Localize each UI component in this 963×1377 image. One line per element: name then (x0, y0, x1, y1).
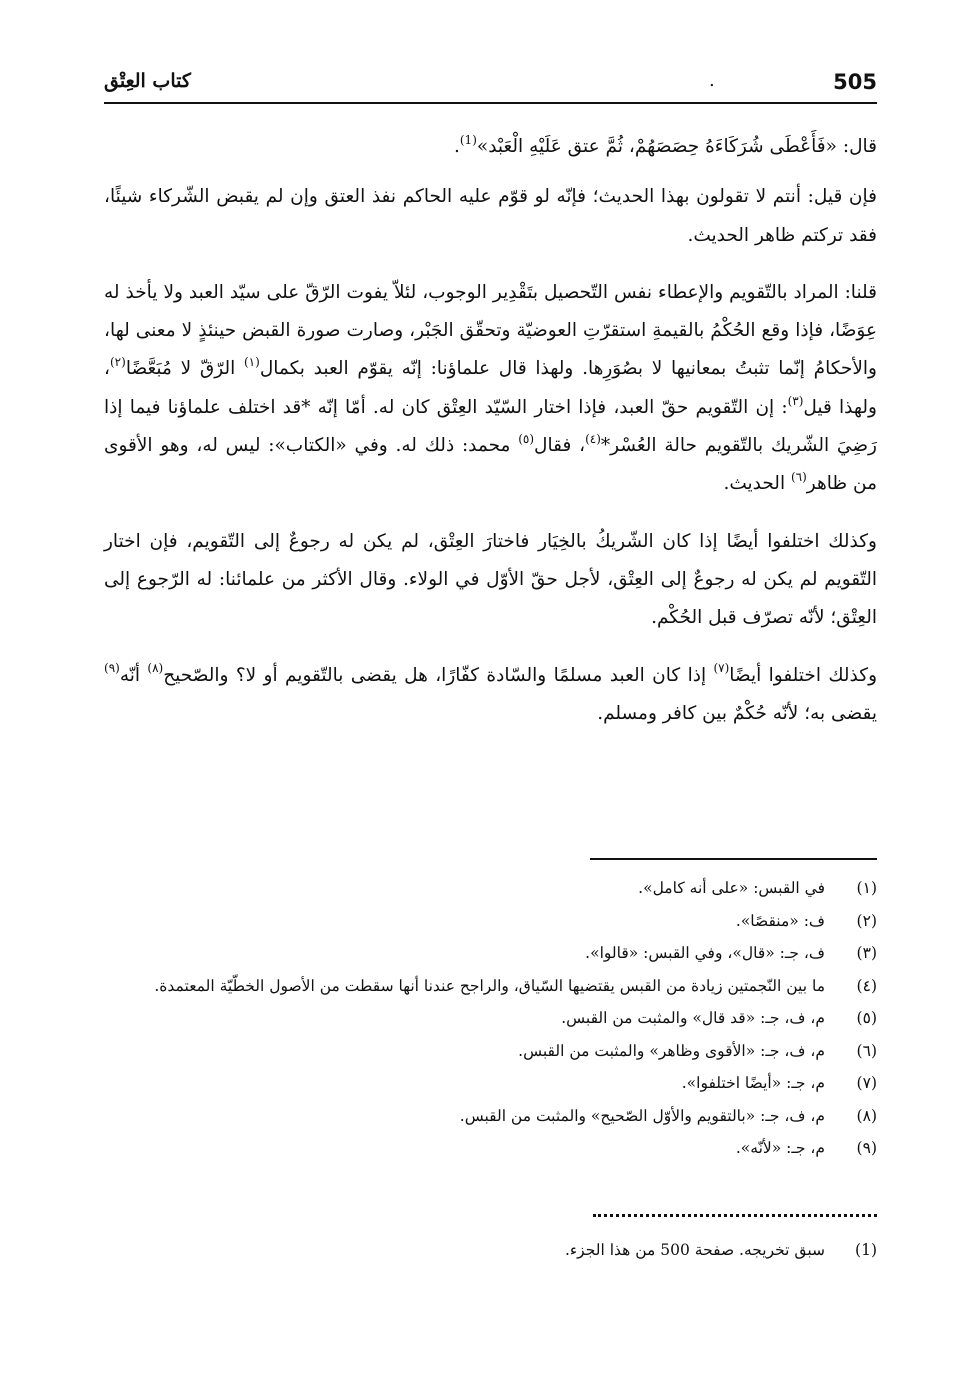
paragraph-4: وكذلك اختلفوا أيضًا إذا كان الشّريكُ بالخِيَار فاختارَ العِتْق، لم يكن له رجوعٌ إلى التّقويم، فإن اختار التّقويم لم يكن له رجوعٌ إلى العِتْق، لأجل حقّ الأوّل في الولاء. وقال الأكثر من علمائنا: له الرّجوع إلى العِتْق؛ لأنّه تصرّف قبل الحُكْم. (104, 530, 877, 629)
footnote-ref-9: (٩) (104, 661, 120, 676)
main-text (104, 128, 877, 752)
header-rule (104, 102, 877, 104)
footnote-ref-5: (٥) (518, 431, 535, 446)
footnote-item (104, 970, 877, 1003)
takhrij-text: سبق تخريجه. صفحة 500 من هذا الجزء. (564, 1241, 825, 1259)
footnote-item (104, 1067, 877, 1100)
takhrij-ref-1: (1) (459, 132, 477, 147)
header-separator: . (709, 70, 715, 91)
footnote-ref-1: (١) (243, 355, 260, 370)
takhrij-rule (593, 1214, 877, 1217)
paragraph-3-part-4: : إن التّقويم حقّ العبد، فإذا اختار السّيّد العِتْق كان له. أمّا إنّه *قد اختلف علماؤنا فيما إذا رَضِيَ الشّريك بالتّقويم حالة العُسْر* (104, 396, 877, 457)
footnote-ref-2: (٢) (109, 355, 126, 370)
footnote-item (104, 1132, 877, 1165)
paragraph-3-part-5: ، فقال (534, 435, 586, 457)
footnote-item (104, 1035, 877, 1068)
footnote-text: ف، جـ: «قال»، وفي القبس: «قالوا». (585, 944, 825, 962)
footnote-text: ما بين النّجمتين زيادة من القبس يقتضيها السّياق، والراجح عندنا أنها سقطت من الأصول الخطّيّة المعتمدة. (154, 976, 825, 995)
footnote-ref-8: (٨) (147, 661, 164, 676)
footnote-number: (٨) (856, 1106, 877, 1125)
footnote-number: (٥) (856, 1009, 877, 1027)
footnote-item (104, 1100, 877, 1133)
takhrij-number: (1) (855, 1241, 877, 1259)
footnote-number: (٦) (856, 1041, 877, 1060)
paragraph-1-tail: . (453, 136, 460, 157)
paragraph-5-part-2: إذا كان العبد مسلمًا والسّادة كفّارًا، هل يقضى بالتّقويم أو لا؟ والصّحيح (163, 664, 714, 686)
footnote-number: (٧) (856, 1074, 877, 1092)
footnote-text: م، ف، جـ: «قد قال» والمثبت من القبس. (561, 1009, 825, 1027)
footnote-number: (٤) (856, 976, 877, 995)
paragraph-1 (104, 128, 877, 166)
paragraph-2: فإن قيل: أنتم لا تقولون بهذا الحديث؛ فإنّه لو قوّم عليه الحاكم نفذ العتق وإن لم يقبض الشّركاء شيئًا، فقد تركتم ظاهر الحديث. (104, 186, 877, 246)
footnote-text: في القبس: «على أنه كامل». (638, 879, 825, 897)
footnote-item (104, 872, 877, 905)
footnote-item (104, 1002, 877, 1035)
paragraph-5-part-4: يقضى به؛ لأنّه حُكْمٌ بين كافر ومسلم. (597, 702, 877, 724)
footnote-text: ف: «منقصًا». (735, 911, 825, 930)
paragraph-5-part-3: أنّه (119, 664, 148, 686)
hadith-quote: قال: «فَأَعْطَى شُرَكَاءَهُ حِصَصَهُمْ، ثُمَّ عتق عَلَيْهِ الْعَبْد» (476, 136, 877, 157)
paragraph-3-part-7: الحديث. (723, 473, 791, 495)
paragraph-5-part-1: وكذلك اختلفوا أيضًا (729, 664, 878, 686)
takhrij-notes (104, 1236, 877, 1264)
footnote-number: (٣) (856, 944, 877, 962)
footnote-ref-4: (٤) (585, 431, 601, 446)
footnote-number: (٢) (856, 911, 877, 930)
footnote-text: م، ف، جـ: «الأقوى وظاهر» والمثبت من القبس. (518, 1041, 825, 1060)
footnote-ref-7: (٧) (713, 661, 730, 676)
paragraph-3 (104, 274, 877, 504)
footnote-item (104, 937, 877, 970)
footnote-rule (590, 858, 877, 860)
footnotes (104, 872, 877, 1165)
takhrij-item (104, 1236, 877, 1264)
page-number: 505 (833, 70, 877, 94)
footnote-number: (١) (856, 879, 877, 897)
paragraph-3-part-2: الرّقّ لا مُبَعَّضًا (125, 358, 244, 380)
footnote-ref-3: (٣) (787, 393, 804, 408)
running-title: كتاب العِتْق (104, 70, 191, 92)
footnote-ref-6: (٦) (790, 470, 807, 485)
page-header (104, 66, 877, 100)
paragraph-3-part-3: ، ولهذا قيل (104, 358, 877, 418)
paragraph-3-part-1: قلنا: المراد بالتّقويم والإعطاء نفس التّحصيل بتَقْدِير الوجوب، لئلاّ يفوت الرّقّ على سيّد العبد ولا يأخذ له عِوَضًا، فإذا وقع الحُكْمُ بالقيمةِ استقرّتِ العوضيّة وتحقّق الجَبْر، وصارت صورة القبض حينئذٍ لا معنى لها، والأحكامُ إنّما تثبتُ بمعانيها لا بصُوَرِها. ولهذا قال علماؤنا: إنّه يقوّم العبد بكمال (104, 281, 877, 380)
footnote-number: (٩) (856, 1139, 877, 1157)
footnote-text: م، جـ: «أيضًا اختلفوا». (681, 1074, 825, 1092)
footnote-text: م، جـ: «لأنّه». (735, 1139, 825, 1157)
paragraph-3-part-6: محمد: ذلك له. وفي «الكتاب»: ليس له، وهو الأقوى من ظاهر (104, 435, 877, 495)
footnote-item (104, 905, 877, 938)
footnote-text: م، ف، جـ: «بالتقويم والأوّل الصّحيح» والمثبت من القبس. (459, 1106, 825, 1125)
paragraph-5 (104, 657, 877, 734)
